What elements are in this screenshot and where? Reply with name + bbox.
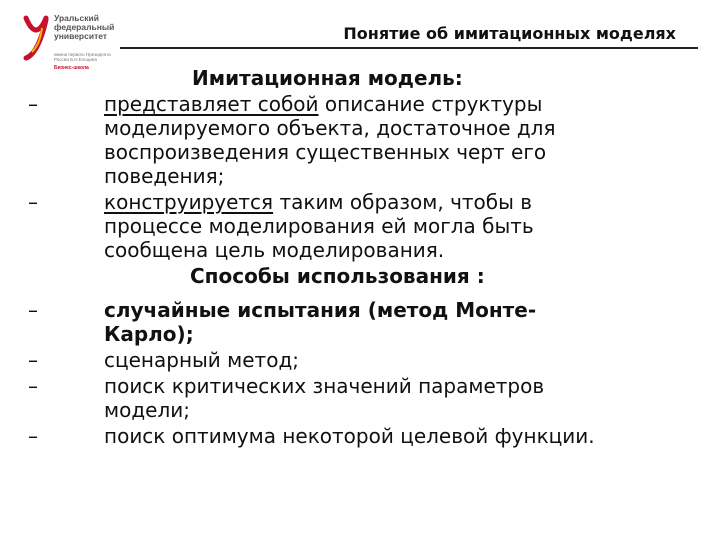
logo-subtitle: имени первого Президента России Б.Н.Ельцина (54, 52, 111, 62)
keyword-constructed: конструируется (104, 190, 274, 214)
heading-imitation-model: Имитационная модель: (192, 66, 463, 90)
heading-usage-methods: Способы использования : (190, 264, 485, 288)
keyword-represents: представляет собой (104, 92, 319, 116)
logo-school-label: Бизнес-школа (54, 65, 89, 71)
bullet-dash: – (28, 92, 38, 116)
logo-university-name: Уральский федеральный университет (54, 13, 115, 41)
bullet-dash: – (28, 424, 38, 448)
slide-title: Понятие об имитационных моделях (343, 24, 676, 43)
header-divider (120, 47, 698, 49)
bullet-dash: – (28, 374, 38, 398)
bullet-dash: – (28, 298, 38, 322)
bullet-dash: – (28, 190, 38, 214)
bullet-dash: – (28, 348, 38, 372)
